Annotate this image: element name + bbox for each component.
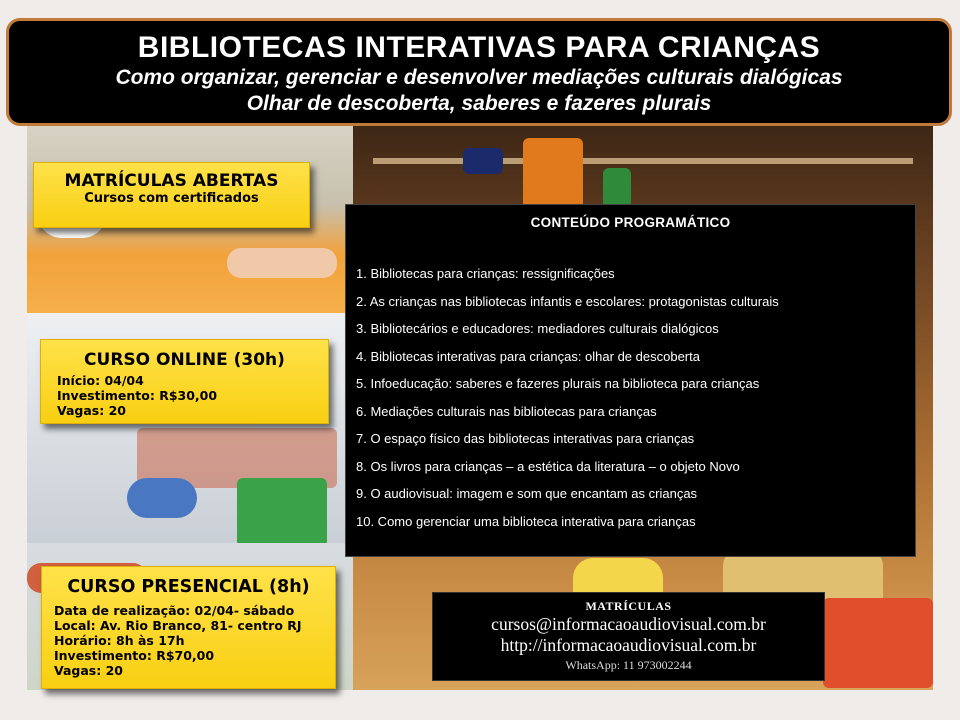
program-title: CONTEÚDO PROGRAMÁTICO [530, 215, 731, 230]
program-item: 9. O audiovisual: imagem e som que encantam as crianças [356, 486, 698, 501]
enrollment-badge [33, 162, 310, 228]
program-item: 5. Infoeducação: saberes e fazeres plurais na biblioteca para crianças [356, 376, 760, 391]
online-course-start: Início: 04/04 [57, 373, 144, 388]
program-item: 1. Bibliotecas para crianças: ressignificações [356, 266, 615, 281]
program-item: 10. Como gerenciar uma biblioteca interativa para crianças [356, 513, 696, 529]
inperson-course-heading: CURSO PRESENCIAL (8h) [67, 577, 310, 597]
online-course-seats: Vagas: 20 [57, 403, 126, 418]
page-title: BIBLIOTECAS INTERATIVAS PARA CRIANÇAS [137, 31, 821, 64]
contact-email[interactable]: cursos@informacaoaudiovisual.com.br [491, 614, 766, 634]
enrollment-heading: MATRÍCULAS ABERTAS [64, 171, 279, 191]
online-course-box [40, 339, 329, 424]
inperson-course-date: Data de realização: 02/04- sábado [54, 603, 295, 618]
program-list [356, 260, 915, 535]
program-item: 4. Bibliotecas interativas para crianças: olhar de descoberta [356, 348, 700, 364]
subtitle-line-1: Como organizar, gerenciar e desenvolver mediações culturais dialógicas [115, 66, 843, 89]
contact-whatsapp: WhatsApp: 11 973002244 [565, 658, 692, 672]
inperson-course-location: Local: Av. Rio Branco, 81- centro RJ [54, 618, 302, 633]
contact-box [432, 592, 825, 681]
program-item: 3. Bibliotecários e educadores: mediadores culturais dialógicos [356, 321, 719, 336]
program-item: 8. Os livros para crianças – a estética da literatura – o objeto Novo [356, 458, 740, 474]
online-course-price: Investimento: R$30,00 [57, 388, 218, 403]
header-banner [6, 18, 952, 126]
inperson-course-hours: Horário: 8h às 17h [54, 633, 185, 648]
inperson-course-box [41, 566, 336, 689]
program-item: 7. O espaço físico das bibliotecas interativas para crianças [356, 431, 695, 446]
contact-title: MATRÍCULAS [585, 599, 672, 613]
contact-website[interactable]: http://informacaoaudiovisual.com.br [500, 635, 757, 655]
inperson-course-price: Investimento: R$70,00 [54, 648, 215, 663]
subtitle-line-2: Olhar de descoberta, saberes e fazeres plurais [246, 92, 712, 115]
inperson-course-seats: Vagas: 20 [54, 663, 123, 678]
enrollment-subheading: Cursos com certificados [84, 191, 259, 206]
program-content-box [345, 204, 916, 557]
program-item: 6. Mediações culturais nas bibliotecas para crianças [356, 403, 657, 419]
online-course-heading: CURSO ONLINE (30h) [84, 350, 285, 370]
program-item: 2. As crianças nas bibliotecas infantis e escolares: protagonistas culturais [356, 293, 779, 309]
